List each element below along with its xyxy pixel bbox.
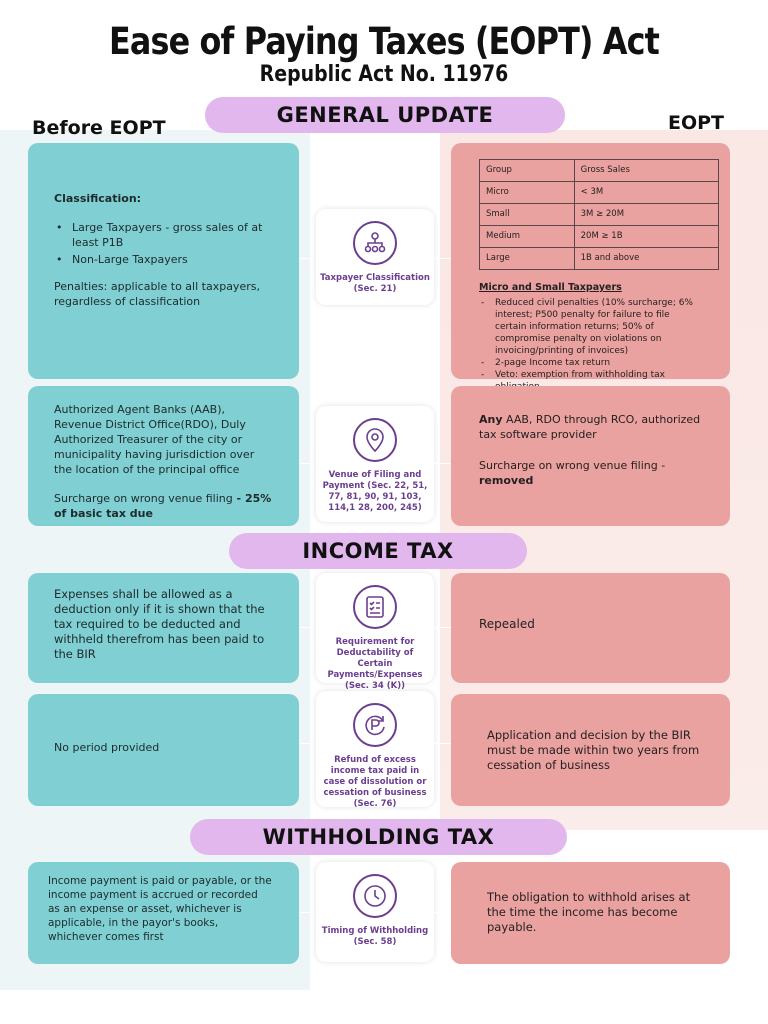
refund-card [316,691,434,807]
table-cell: 20M ≥ 1B [574,226,718,248]
connector-line [299,463,317,464]
table-row [480,248,719,270]
timing-card [316,862,434,962]
venue-after-rest: AAB, RDO through RCO, authorized tax software provider [479,413,701,441]
table-header-cell: Group [480,160,575,182]
table-header-cell: Gross Sales [574,160,718,182]
refund-before-text: No period provided [54,741,160,754]
section-income-tax: INCOME TAX [229,533,527,569]
venue-of-filing-label: Venue of Filing and Payment (Sec. 22, 51, 77, 81, 90, 91, 103, 114,1 28, 200, 245) [322,470,428,513]
list-item: • Large Taxpayers - gross sales of at least P1B [54,220,273,250]
any-label: Any [479,413,503,426]
section-withholding-tax: WITHHOLDING TAX [190,819,567,855]
deductibility-label: Requirement for Deductability of Certain Payments/Expenses (Sec. 34 (K)) [327,637,423,691]
connector-line [299,627,317,628]
table-header-row [480,160,719,182]
refund-before-card [28,694,299,806]
deductibility-card [316,573,434,691]
connector-line [434,627,452,628]
connector-line [434,258,452,259]
venue-before-surcharge [54,491,273,521]
clock-icon [353,874,397,918]
table-row [480,204,719,226]
connector-line [299,912,317,913]
venue-before-text: Authorized Agent Banks (AAB), Revenue District Office(RDO), Duly Authorized Treasurer of the city or municipality having jurisdiction over the location of the principal office [54,403,255,476]
venue-after-text [479,412,702,442]
taxpayer-classification-label: Taxpayer Classification (Sec. 21) [320,273,430,294]
table-cell: Medium [480,226,575,248]
gross-sales-table [479,159,719,270]
timing-before-card [28,862,299,964]
classification-before-card [28,143,299,379]
connector-line [434,912,452,913]
org-chart-icon [353,221,397,265]
repealed-text: Repealed [479,617,535,631]
surcharge-text: Surcharge on wrong venue filing [54,492,233,505]
penalties-text: Penalties: applicable to all taxpayers, regardless of classification [54,280,260,308]
refund-cycle-icon [353,703,397,747]
removed-label: removed [479,474,534,487]
venue-after-card [451,386,730,526]
venue-of-filing-card [316,406,434,522]
page-subtitle: Republic Act No. 11976 [259,62,509,87]
connector-line [434,463,452,464]
table-cell: Micro [480,182,575,204]
table-row [480,226,719,248]
column-header-before: Before EOPT [32,117,166,139]
timing-after-text: The obligation to withhold arises at the time the income has become payable. [487,890,691,934]
refund-after-text: Application and decision by the BIR must be made within two years from cessation of business [487,728,700,772]
timing-after-card [451,862,730,964]
section-general-update: GENERAL UPDATE [205,97,565,133]
refund-label: Refund of excess income tax paid in case of dissolution or cessation of business (Sec. 76) [323,755,427,809]
connector-line [299,258,317,259]
list-item: - 2-page Income tax return [479,357,702,369]
checklist-icon [353,585,397,629]
location-pin-icon [353,418,397,462]
column-header-after: EOPT [668,112,725,134]
list-item: - Reduced civil penalties (10% surcharge; 6% interest; P500 penalty for failure to file certain information returns; 50% of compromise penalty on violations on invoicing/printing of invoices) [479,297,702,357]
refund-after-card [451,694,730,806]
venue-after-surcharge [479,458,702,488]
venue-before-card [28,386,299,526]
connector-line [299,743,317,744]
micro-small-subheading: Micro and Small Taxpayers [479,282,622,293]
page-title: Ease of Paying Taxes (EOPT) Act [109,20,659,63]
deductibility-after-card [451,573,730,683]
table-cell: < 3M [574,182,718,204]
deductibility-before-card [28,573,299,683]
table-cell: Large [480,248,575,270]
classification-heading: Classification: [54,192,142,205]
deductibility-before-text: Expenses shall be allowed as a deduction only if it is shown that the tax required to be deducted and withheld therefrom has been paid to the BIR [54,587,265,661]
taxpayer-classification-card [316,209,434,305]
timing-label: Timing of Withholding (Sec. 58) [321,926,429,947]
connector-line [434,743,452,744]
list-item: - Veto: exemption from withholding tax [479,369,702,393]
table-cell: 1B and above [574,248,718,270]
classification-after-card [451,143,730,379]
timing-before-text: Income payment is paid or payable, or the income payment is accrued or recorded as an expense or asset, whichever is applicable, in the payor's books, whichever comes first [48,875,272,943]
surcharge-amount: - 25% of basic tax due [54,492,272,520]
table-row [480,182,719,204]
list-item: • Non-Large Taxpayers [54,252,273,267]
table-cell: Small [480,204,575,226]
surcharge-text: Surcharge on wrong venue filing - [479,459,666,472]
table-cell: 3M ≥ 20M [574,204,718,226]
